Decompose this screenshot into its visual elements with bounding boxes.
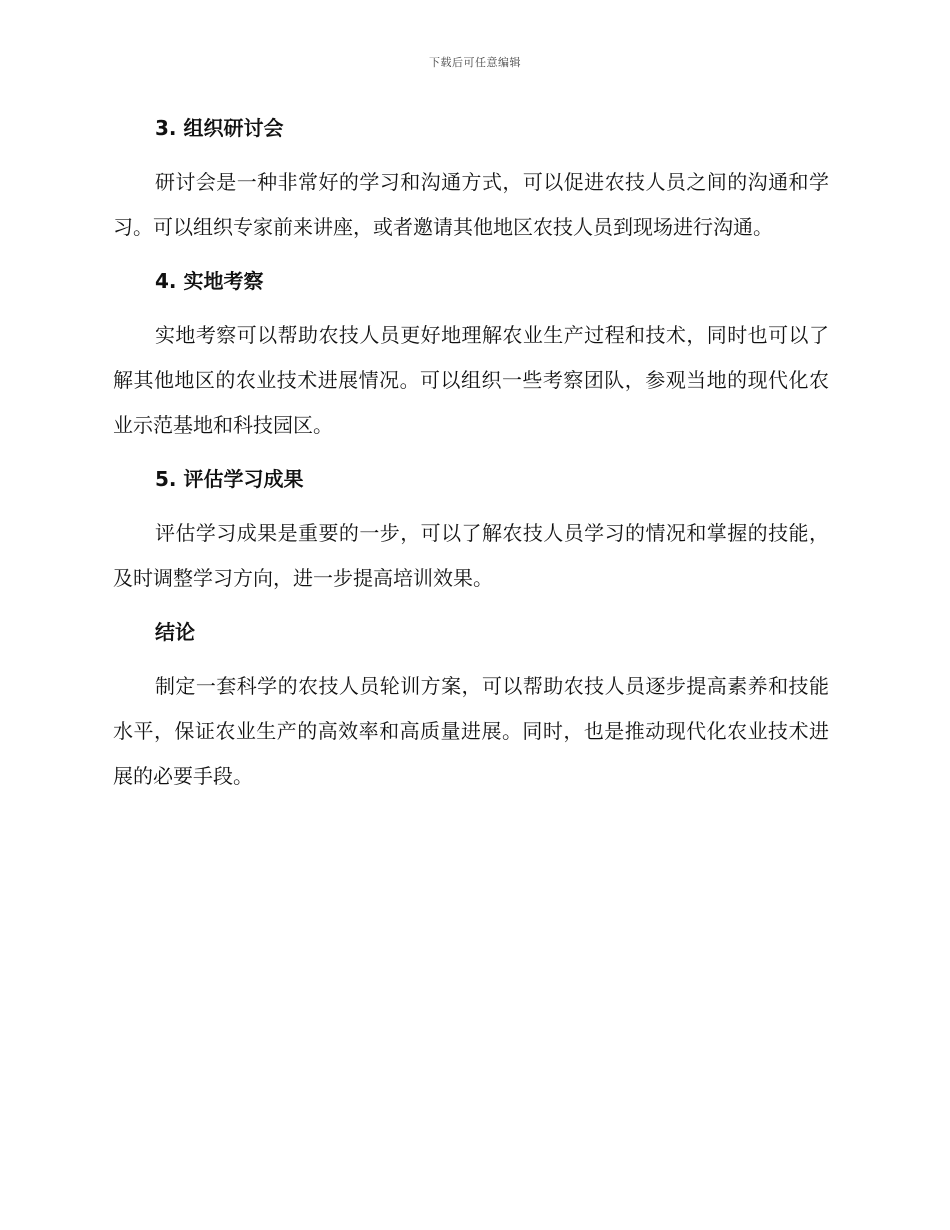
document-body [113,110,829,799]
page-header-note: 下载后可任意编辑 [429,56,521,69]
section-paragraph-field-visit: 实地考察可以帮助农技人员更好地理解农业生产过程和技术，同时也可以了解其他地区的农业技术进展情况。可以组织一些考察团队，参观当地的现代化农业示范基地和科技园区。 [113,323,829,437]
section-heading-conclusion: 结论 [155,620,195,644]
section-paragraph-organize-seminar: 研讨会是一种非常好的学习和沟通方式，可以促进农技人员之间的沟通和学习。可以组织专家前来讲座，或者邀请其他地区农技人员到现场进行沟通。 [113,170,829,239]
section-heading-field-visit: 4. 实地考察 [155,269,264,293]
section-paragraph-conclusion: 制定一套科学的农技人员轮训方案，可以帮助农技人员逐步提高素养和技能水平，保证农业生产的高效率和高质量进展。同时，也是推动现代化农业技术进展的必要手段。 [113,674,829,788]
section-paragraph-evaluate-results: 评估学习成果是重要的一步，可以了解农技人员学习的情况和掌握的技能，及时调整学习方向，进一步提高培训效果。 [113,521,829,590]
section-heading-organize-seminar: 3. 组织研讨会 [155,116,284,140]
section-heading-evaluate-results: 5. 评估学习成果 [155,467,304,491]
